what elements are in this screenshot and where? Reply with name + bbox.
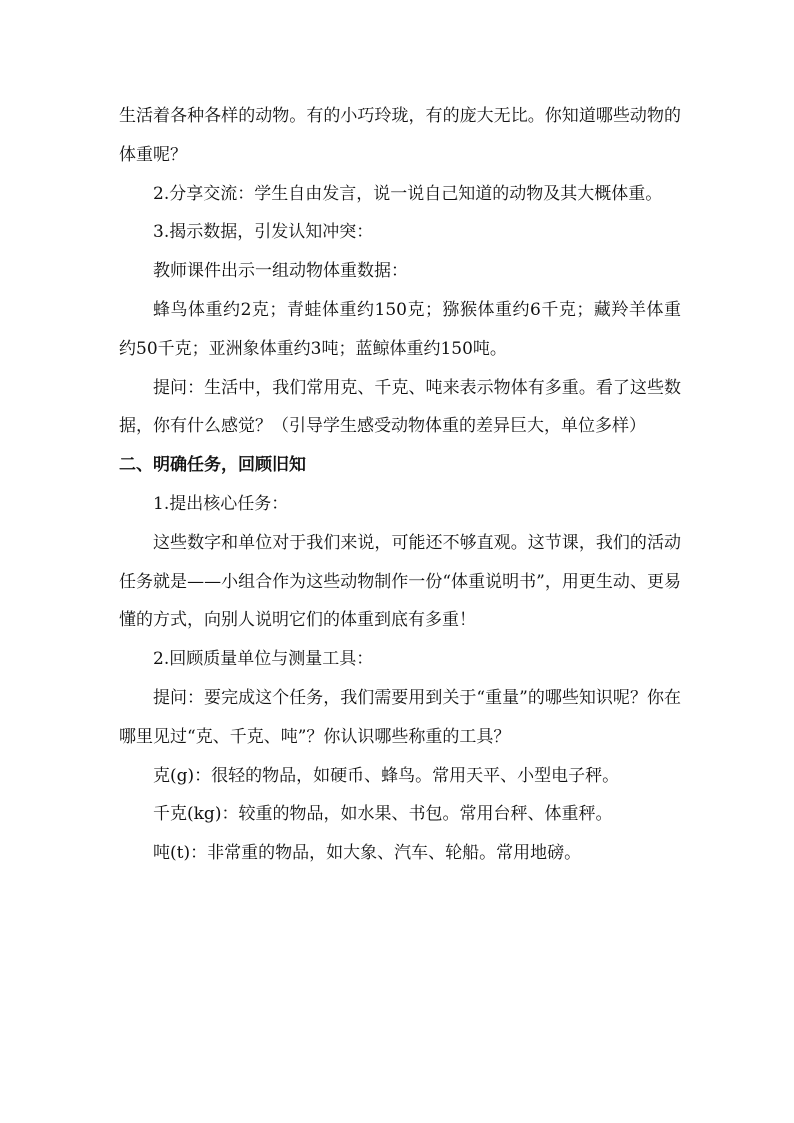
paragraph-reveal-data: 3.揭示数据，引发认知冲突： — [153, 222, 374, 243]
document-body — [119, 97, 681, 873]
paragraph-share: 2.分享交流：学生自由发言，说一说自己知道的动物及其大概体重。 — [153, 183, 663, 204]
paragraph-review-question: 提问：要完成这个任务，我们需要用到关于“重量”的哪些知识呢？你在哪里见过“克、千克、吨”？你认识哪些称重的工具？ — [119, 687, 681, 747]
section-heading: 二、明确任务，回顾旧知 — [119, 455, 306, 476]
paragraph-animal-weights: 蜂鸟体重约2克；青蛙体重约150克；猕猴体重约6千克；藏羚羊体重约50千克；亚洲象体重约3吨；蓝鲸体重约150吨。 — [119, 299, 681, 359]
paragraph-review-units-title: 2.回顾质量单位与测量工具： — [153, 649, 374, 670]
paragraph-core-task-title: 1.提出核心任务： — [153, 493, 289, 514]
paragraph-unit-gram: 克(g)：很轻的物品，如硬币、蜂鸟。常用天平、小型电子秤。 — [153, 765, 620, 786]
paragraph-core-task: 这些数字和单位对于我们来说，可能还不够直观。这节课，我们的活动任务就是——小组合作为这些动物制作一份“体重说明书”，用更生动、更易懂的方式，向别人说明它们的体重到底有多重！ — [119, 532, 681, 631]
paragraph-unit-kilogram: 千克(kg)：较重的物品，如水果、书包。常用台秤、体重秤。 — [153, 804, 613, 825]
paragraph-teacher-courseware: 教师课件出示一组动物体重数据： — [153, 261, 408, 282]
paragraph-question-feeling: 提问：生活中，我们常用克、千克、吨来表示物体有多重。看了这些数据，你有什么感觉？（引导学生感受动物体重的差异巨大，单位多样） — [119, 377, 681, 437]
paragraph-intro-continuation: 生活着各种各样的动物。有的小巧玲珑，有的庞大无比。你知道哪些动物的体重呢？ — [119, 106, 681, 165]
paragraph-unit-ton: 吨(t)：非常重的物品，如大象、汽车、轮船。常用地磅。 — [153, 843, 582, 864]
